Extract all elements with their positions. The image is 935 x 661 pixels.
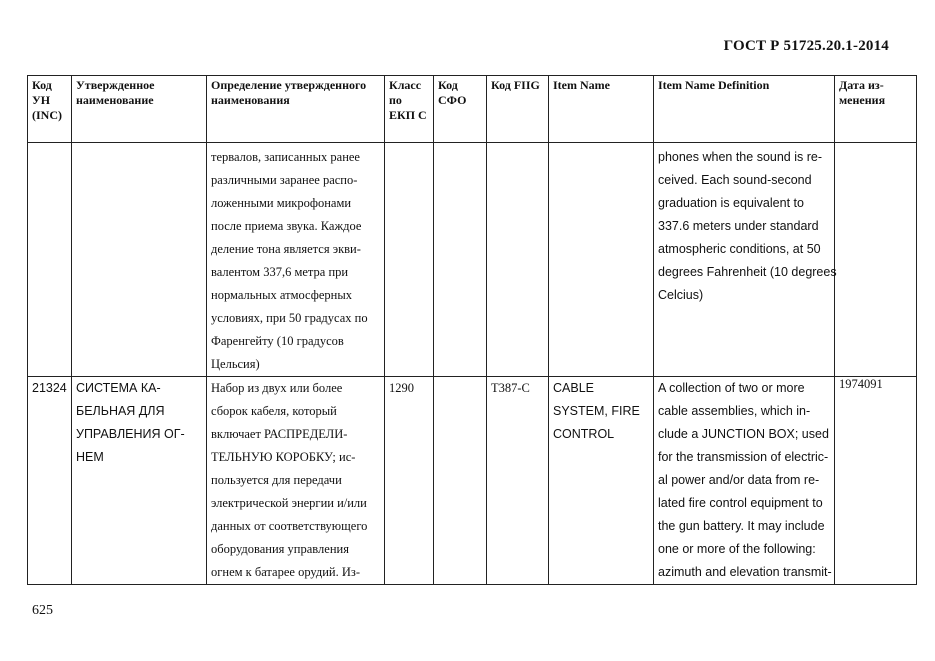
col-header-sfo-code: Код СФО	[434, 76, 487, 143]
cell-fiig-code: T387-C	[487, 377, 549, 585]
col-header-ekps-class: Класс по ЕКП С	[385, 76, 434, 143]
text-line: lated fire control equipment to	[658, 496, 823, 510]
cell-ekps-class: 1290	[385, 377, 434, 585]
text-line: al power and/or data from re-	[658, 473, 820, 487]
cell-ekps-class	[385, 143, 434, 377]
text-line: сборок кабеля, который	[211, 404, 337, 418]
text-line: atmospheric conditions, at 50	[658, 242, 821, 256]
col-header-name-definition: Определение утвержденного наименования	[207, 76, 385, 143]
text-line: Цельсия)	[211, 357, 260, 371]
text-line: оборудования управления	[211, 542, 349, 556]
text-line: включает РАСПРЕДЕЛИ-	[211, 427, 348, 441]
text-line: данных от соответствующего	[211, 519, 368, 533]
cell-definition-en	[654, 143, 835, 377]
text-line: ложенными микрофонами	[211, 196, 352, 210]
col-header-approved-name: Утвержденное наименование	[72, 76, 207, 143]
text-line: clude a JUNCTION BOX; used	[658, 427, 829, 441]
col-header-change-date: Дата из-менения	[835, 76, 917, 143]
text-line: Набор из двух или более	[211, 381, 343, 395]
cell-change-date: 1974091	[835, 377, 917, 585]
text-line: валентом 337,6 метра при	[211, 265, 349, 279]
text-line: нормальных атмосферных	[211, 288, 352, 302]
text-line: phones when the sound is re-	[658, 150, 822, 164]
text-line: Фаренгейту (10 градусов	[211, 334, 344, 348]
text-line: ceived. Each sound-second	[658, 173, 812, 187]
table-row-21324	[28, 377, 917, 585]
text-line: CABLE	[553, 381, 594, 395]
text-line: после приема звука. Каждое	[211, 219, 362, 233]
cell-sfo-code	[434, 143, 487, 377]
col-header-item-name-definition: Item Name Definition	[654, 76, 835, 143]
col-header-fiig-code: Код FIIG	[487, 76, 549, 143]
text-line: тервалов, записанных ранее	[211, 150, 360, 164]
cell-inc: 21324	[28, 377, 72, 585]
text-line: SYSTEM, FIRE	[553, 404, 640, 418]
text-line: graduation is equivalent to	[658, 196, 804, 210]
text-line: for the transmission of electric-	[658, 450, 829, 464]
cell-definition-ru	[207, 143, 385, 377]
text-line: Celcius)	[658, 288, 704, 302]
text-line: ТЕЛЬНУЮ КОРОБКУ; ис-	[211, 450, 356, 464]
cell-definition-ru	[207, 377, 385, 585]
text-line: деление тона является экви-	[211, 242, 361, 256]
page-number: 625	[32, 603, 53, 618]
text-line: СИСТЕМА КА-	[76, 381, 161, 395]
text-line: one or more of the following:	[658, 542, 816, 556]
text-line: A collection of two or more	[658, 381, 805, 395]
cell-definition-en	[654, 377, 835, 585]
table-header-row	[28, 76, 917, 143]
cell-item-name	[549, 377, 654, 585]
text-line: 337.6 meters under standard	[658, 219, 819, 233]
cell-approved-name	[72, 377, 207, 585]
cell-approved-name	[72, 143, 207, 377]
col-header-inc: Код УН (INC)	[28, 76, 72, 143]
cell-sfo-code	[434, 377, 487, 585]
cell-item-name	[549, 143, 654, 377]
col-header-item-name: Item Name	[549, 76, 654, 143]
classification-table	[27, 75, 917, 585]
text-line: огнем к батарее орудий. Из-	[211, 565, 360, 579]
text-line: различными заранее распо-	[211, 173, 358, 187]
document-code: ГОСТ Р 51725.20.1-2014	[723, 38, 889, 54]
text-line: БЕЛЬНАЯ ДЛЯ	[76, 404, 165, 418]
text-line: degrees Fahrenheit (10 degrees	[658, 265, 837, 279]
table-row-continuation	[28, 143, 917, 377]
text-line: CONTROL	[553, 427, 615, 441]
text-line: the gun battery. It may include	[658, 519, 825, 533]
text-line: пользуется для передачи	[211, 473, 342, 487]
text-line: cable assemblies, which in-	[658, 404, 811, 418]
cell-change-date	[835, 143, 917, 377]
cell-fiig-code	[487, 143, 549, 377]
text-line: УПРАВЛЕНИЯ ОГ-	[76, 427, 185, 441]
cell-inc	[28, 143, 72, 377]
text-line: НЕМ	[76, 450, 104, 464]
text-line: условиях, при 50 градусах по	[211, 311, 368, 325]
text-line: azimuth and elevation transmit-	[658, 565, 832, 579]
text-line: электрической энергии и/или	[211, 496, 367, 510]
